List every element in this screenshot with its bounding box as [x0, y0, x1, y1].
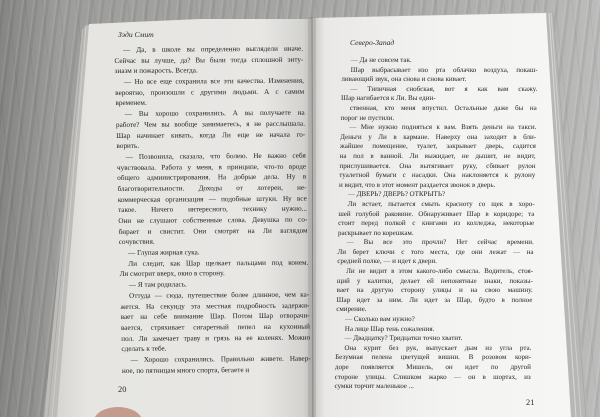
text-line: вает на себе внимание Шар. Потом Шар отворачи- — [120, 311, 310, 322]
text-line: — Типичная снобская, вот я как вам скажу. — [350, 84, 538, 93]
text-line: бирает и свистит. Они смотрят на Ли взглядом — [118, 226, 308, 236]
text-line: сочувствия. — [118, 238, 155, 247]
text-line: вает на другую сторону улицы и на свою машину. — [336, 286, 533, 295]
text-line: временем. — [115, 99, 147, 108]
text-line: жется. На секунду эта местная подробность задержи- — [120, 301, 310, 311]
text-line: ное, по пятницам много спорта, бегаете и — [121, 365, 250, 375]
text-line: — Да не совсем так. — [350, 56, 412, 64]
text-line: раскрывает по корешкам. — [337, 228, 414, 237]
text-line: сумки торчит маленькое ... — [334, 382, 415, 391]
left-page-text — [114, 44, 311, 377]
text-line: шей голубой раковине. Обнаруживает Шар в коридоре; та — [338, 209, 535, 218]
text-line: Шар выбрасывает изо рта облачко воздуха, покаш- — [350, 65, 538, 74]
text-line: — Мне нужно подняться к вам. Взять деньги на такси. — [349, 123, 537, 132]
text-line: Она курит без рук, выпускает дым из угла рта. — [344, 343, 532, 352]
text-line: сделать к тебе. — [121, 344, 167, 354]
text-line: — Но все еще сохранила все эти качества. Изменения, — [123, 76, 304, 86]
text-line: ственная, кто меня впустил. Остальные даже бы на — [349, 103, 537, 112]
page-number-left: 20 — [118, 385, 127, 394]
text-line: Оттуда — сюда, путешествие более длинное, чем ка- — [129, 290, 310, 300]
text-line: Сейчас вы лучше, да? Вы были тогда сплошной энту- — [114, 55, 304, 65]
text-line: — ДВЕРЬ? ДВЕРЬ? ОТКРЫТЬ? — [347, 190, 446, 199]
text-line: доре появляется Мишель, он идет по другой — [334, 363, 532, 371]
right-page-text — [334, 56, 538, 392]
text-line: Ли берет ключи с того места, где они лежат — на — [337, 247, 534, 256]
text-line: благотворительности. Доходы от лотереи, не- — [117, 183, 307, 193]
text-line: пол. Ли замечает траву и грязь на ее коленях. Можно — [121, 333, 311, 343]
text-line: вается, стряхивает сигаретный пепел на кухонный — [120, 322, 311, 332]
text-line: стороне улицы. Слишком жарко — он в шортах, из — [334, 372, 531, 381]
text-line: жайшее помещение, туалет, закрывает дверь, садится — [339, 142, 537, 151]
running-head-author: Зэди Смит — [118, 30, 154, 39]
text-line: и видит, что в этот момент раздается звонок в дверь. — [338, 180, 496, 189]
text-line: стоит перед полкой с книгами из колледжа, некоторые — [338, 219, 535, 228]
text-line: Ли не видит в этом какого-либо смысла. Водитель, стоя- — [346, 267, 534, 276]
text-line: зиазм и пожарость. Всегда. — [114, 66, 198, 76]
text-line: такое. Ничего интересного, технику нужно... — [117, 204, 308, 215]
text-line: чувствовала. Работа у меня, в принципе, что-то вроде — [116, 162, 307, 172]
text-line: ворить. — [116, 142, 140, 151]
text-line: ливающий звук, она снова и снова кивает. — [341, 75, 467, 84]
text-line: — Сколько вам нужно? — [344, 315, 415, 324]
text-line: вероятно, произошли с другими людьми. А с самим — [115, 87, 305, 97]
text-line: — Позвонила, сказала, что болею. Не важно себя — [125, 151, 306, 161]
text-line: смирение. — [336, 305, 367, 314]
text-line: Ли следит, как Шар щелкает пальцами под конем. — [128, 258, 309, 268]
text-line: Шар идет за ним. Ли идет за Шар, будто в полное — [336, 295, 533, 304]
text-line: щий у калитки, делает ей непонятные знаки, показы- — [336, 276, 533, 285]
text-line: средней полке, — и идет к двери. — [337, 257, 437, 266]
text-line: — Глупая жирная сука. — [127, 248, 200, 257]
text-line: порог не пустили. — [340, 113, 395, 122]
text-line: — Вы хорошо сохранились. А вы получаете на — [124, 108, 305, 119]
text-line: — Хорошо сохранились. Правильно живете. Навер- — [130, 354, 311, 364]
text-line: туалетной бумаги с насадки. Она наклоняется к рулону — [339, 171, 536, 180]
text-line: Ли встает, пытается смыть красноту со щек в хоро- — [347, 199, 535, 208]
text-line: Шар начинает кивать, когда Ли еще не начала го- — [116, 130, 306, 140]
running-head-title: Северо-Запад — [350, 38, 395, 47]
text-line: — Я там родилась. — [128, 280, 187, 290]
text-line: на пол в ванной. Ли выжидает, не дышит, не видит, — [339, 151, 536, 160]
text-line: общего администрирования. На добрые дела. Ну в — [117, 172, 307, 183]
text-line: Шар нагибается к Ли. Вы един- — [340, 94, 436, 103]
page-number-right: 21 — [526, 398, 535, 407]
text-line: прислушивается. Она вытягивает руку, сбивает рулон — [339, 161, 536, 170]
text-line: На лице Шар тень сожаления. — [344, 324, 435, 333]
text-line: Деньги у Ли в кармане. Наверху она заходит в бли- — [340, 132, 537, 141]
text-line: Безумная пелена цветущей вишни. В розовом кори- — [335, 353, 532, 362]
text-line: — Да, в школе вы определенно выглядели иначе. — [123, 44, 304, 54]
text-line: Ли смотрит вверх, окно в сторону. — [119, 269, 225, 279]
text-line: работе? Чем вы вообще занимаетесь, я не расслышала. — [115, 119, 306, 129]
text-line: Они не слушают собственные слова. Девушка по со- — [118, 215, 308, 225]
text-line: — Двадцатку? Тридцатки точно хватит. — [344, 334, 463, 343]
text-line: коммерческая организация — подобные штуки. Ну все — [117, 194, 307, 204]
text-line: — Вы все это прочли? Нет сейчас времени. — [346, 238, 534, 247]
